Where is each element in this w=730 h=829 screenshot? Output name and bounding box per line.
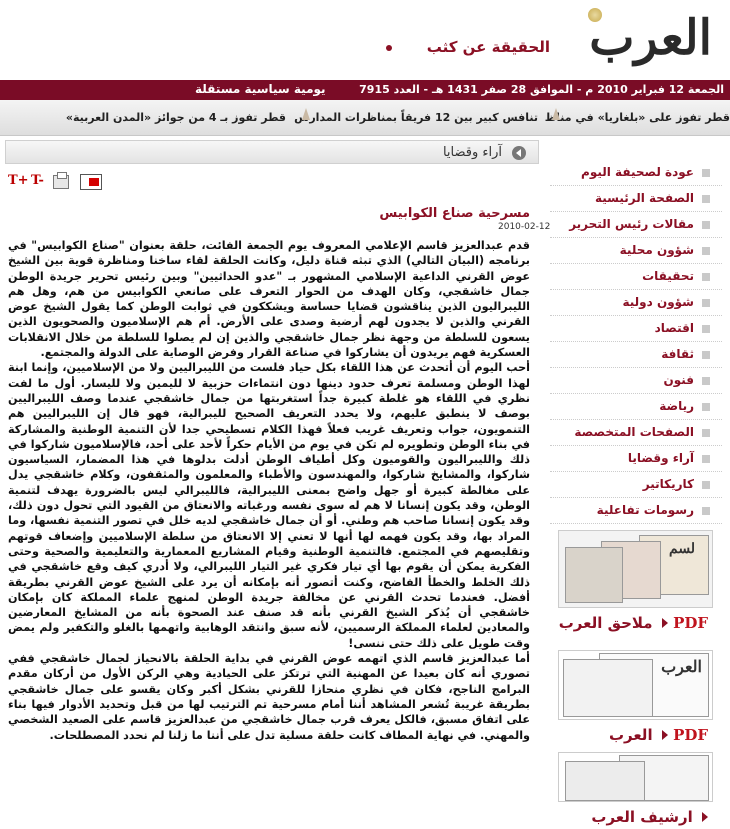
- sidebar-item-opinions[interactable]: [550, 446, 722, 472]
- ticker-marker-icon: [299, 108, 311, 124]
- sidebar-item-special-pages[interactable]: [550, 420, 722, 446]
- slogan-dot-icon: [386, 45, 392, 51]
- section-arrow-icon: [512, 146, 526, 160]
- paper-pdf-link[interactable]: [609, 726, 708, 744]
- bullet-icon: [702, 273, 710, 281]
- cover-title: لسم: [669, 541, 696, 557]
- sidebar-item-caricature[interactable]: [550, 472, 722, 498]
- paper-thumbnail[interactable]: [558, 650, 713, 720]
- promo-arrow-icon: [702, 812, 708, 822]
- archive-link[interactable]: [591, 808, 708, 826]
- supplements-label: ملاحق العرب: [558, 614, 653, 632]
- sidebar-item-label: الصفحة الرئيسية: [594, 191, 694, 205]
- paper-label: العرب: [608, 726, 653, 744]
- sidebar-item-label: رسومات تفاعلية: [596, 503, 694, 517]
- sidebar-item-label: ثقافة: [661, 347, 694, 361]
- font-decrease-button[interactable]: T-: [31, 173, 44, 188]
- issue-date: الجمعة 12 فبراير 2010 م - الموافق 28 صفر 1431 هـ - العدد 7915: [359, 83, 724, 96]
- sidebar-item-arts[interactable]: [550, 368, 722, 394]
- sidebar-item-back-today[interactable]: [550, 160, 722, 186]
- send-email-icon[interactable]: [80, 174, 102, 190]
- supplements-thumbnail[interactable]: [558, 530, 713, 608]
- promo-arrow-icon: [662, 618, 668, 628]
- article-title: مسرحية صناع الكوابيس: [379, 206, 530, 221]
- site-slogan: الحقيقة عن كثب: [426, 38, 550, 56]
- cover-thumbnail: [563, 659, 653, 717]
- cover-thumbnail: [565, 547, 623, 603]
- bullet-icon: [702, 299, 710, 307]
- sidebar-item-label: شؤون دولية: [622, 295, 694, 309]
- supplements-promo[interactable]: [548, 530, 723, 640]
- ticker-marker-icon: [549, 108, 561, 124]
- sidebar-item-editor-articles[interactable]: [550, 212, 722, 238]
- site-logo[interactable]: العرب: [589, 10, 712, 66]
- article-tools: [8, 173, 108, 193]
- bullet-icon: [702, 429, 710, 437]
- bullet-icon: [702, 481, 710, 489]
- date-bar: [0, 80, 730, 100]
- sidebar-item-investigations[interactable]: [550, 264, 722, 290]
- sidebar-nav: [545, 160, 730, 524]
- sidebar-item-home[interactable]: [550, 186, 722, 212]
- sidebar-item-label: رياضة: [659, 399, 694, 413]
- font-increase-button[interactable]: T+: [8, 173, 29, 188]
- cover-masthead: العرب: [661, 657, 702, 676]
- paper-pdf-promo[interactable]: [548, 650, 723, 745]
- sidebar-item-label: آراء وقضايا: [627, 451, 694, 465]
- bullet-icon: [702, 403, 710, 411]
- bullet-icon: [702, 377, 710, 385]
- pdf-text: PDF: [673, 614, 708, 632]
- ticker-item[interactable]: قطر تفوز على «بلغاريا» في مناظ: [544, 111, 730, 124]
- cover-thumbnail: [565, 761, 645, 801]
- promo-arrow-icon: [662, 730, 668, 740]
- sidebar-item-label: كاريكاتير: [642, 477, 694, 491]
- sidebar-item-sports[interactable]: [550, 394, 722, 420]
- ticker-item[interactable]: تنافس كبير بين 12 فريقاً بمناظرات المدارس: [294, 111, 538, 124]
- section-title: آراء وقضايا: [442, 145, 502, 160]
- bullet-icon: [702, 325, 710, 333]
- article-body: [8, 238, 530, 743]
- sidebar-item-label: مقالات رئيس التحرير: [569, 217, 694, 231]
- supplements-pdf-link[interactable]: [559, 614, 708, 632]
- ticker-item[interactable]: قطر تفوز بـ 4 من جوائز «المدن العربية»: [65, 111, 286, 124]
- sidebar-item-label: تحقيقات: [642, 269, 694, 283]
- bullet-icon: [702, 507, 710, 515]
- bullet-icon: [702, 351, 710, 359]
- sidebar-item-economy[interactable]: [550, 316, 722, 342]
- bullet-icon: [702, 247, 710, 255]
- site-header: [0, 0, 730, 80]
- article-paragraph: أحب اليوم أن أتحدث عن هذا اللقاء بكل حياد فلست من الليبراليين ولا من الإسلاميين، وإنما ابنة لهذا الوطن ومسلمة تعرف حدود دينها دون انتماءات حزبية لا لليمين ولا لليسار. أول ما لفت نظري في اللقاء هو غلطة كبيرة جداً استغربتها من جمال خاشقجي عندما وصف الليبراليين بوصف لا ينطبق عليهم، ولا يحدد التعريف الصحيح لليبرالية، فهو قال إن الليبراليين هم التنمويون، جواب وتعريف غريب فعلاً فهذا الكلام تسطيحي جدا لأن التنمية الوطنية والمشاركة في بناء الوطن وتطويره لم تكن في يوم من الأيام حكراً لأحد على أحد، فالإسلاميون شاركوا في ذلك والليبراليون والقوميون وكل أطياف الوطن أدلت بدلوها في هذا المضمار، السياسيون شاركوا، والمشايخ شاركوا، والمهندسون والأطباء والمعلمون والمثقفون، وكلام خاشقجي يدل على مغالطة كبيرة أو جهل واضح بمعنى الليبرالية، فالليبرالي ليس بالضرورة يهدف لتنمية الوطن، وقد يكون إنسانا لا هم له سوى نفسه ورغباته والانعتاق من القيود التي تحول دون ذلك، وقد يكون إنسانا صاحب هم وطني. أو أن جمال خاشقجي لديه خلل في تصور التنمية نفسها، وما المراد بها، وقد يكون فهمه لها أنها لا تعني إلا الانعتاق من سلطة الإسلاميين وإضعاف قوتهم وتقليصهم في المجتمع. فالتنمية الوطنية وقيام المشاريع المعمارية والتعليمية والصحية وحتى الفكرية يمكن أن يقوم بها أي تيار فكري غير التيار الليبرالي، ولا أدري كيف وقع خاشقجي في ذلك الخلط والخطأ الفاضح، وكنت أتصور أنه بإمكانه أن يرد على الشيخ عوض القرني بطريقة أفضل. فعندما تحدث القرني عن مخالفة جريدة الوطن لمنهج علماء المملكة كان بإمكان خاشقجي أن يُذكر الشيخ القرني بأنه قد صنف عند الصحوة بأنه من المشايخ المعارضين والمعادين لعلماء المملكة الرسميين، لأنه سبق وانتقد الوهابية واتهمها بالغلو والتكفير ولم يمض وقت طويل على ذلك حتى ننسى!: [8, 361, 530, 650]
- paper-tagline: يومية سياسية مستقلة: [195, 82, 326, 96]
- sidebar-item-interactive[interactable]: [550, 498, 722, 524]
- archive-promo[interactable]: [548, 752, 723, 829]
- print-icon[interactable]: [53, 175, 69, 189]
- bullet-icon: [702, 455, 710, 463]
- news-ticker: [0, 100, 730, 136]
- article-paragraph: أما عبدالعزيز قاسم الذي اتهمه عوض القرني في بداية الحلقة بالانحياز لجمال خاشقجي ففي تصوري أنه كان بعيدا عن المهنية التي ترتكز على الحيادية وهي الركن الأول من أركان مقدم البرامج الناجح، فكان في نظري منحازا للقرني بشكل أكبر وكان يقسو على جمال خاشقجي بطريقة غريبة تُشعر المشاهد أننا أمام مسرحية تم الترتيب لها من قبل وتحديد الأدوار فيها بناء على اتفاق مسبق، فالكل يعرف قرب جمال خاشقجي من عبدالعزيز قاسم على الصعيد الشخصي والمهني. في نهاية المطاف كانت حلقة مسلية تدل على أننا ما زلنا لم نحدد المصطلحات.: [8, 652, 530, 742]
- bullet-icon: [702, 169, 710, 177]
- bullet-icon: [702, 221, 710, 229]
- archive-thumbnail[interactable]: [558, 752, 713, 802]
- sidebar-item-label: شؤون محلية: [619, 243, 694, 257]
- archive-label: ارشيف العرب: [591, 808, 693, 826]
- article-date: 2010-02-12: [498, 222, 551, 232]
- sidebar-item-label: فنون: [663, 373, 694, 387]
- sidebar-item-local[interactable]: [550, 238, 722, 264]
- pdf-text: PDF: [673, 726, 708, 744]
- sidebar-item-international[interactable]: [550, 290, 722, 316]
- sidebar-item-culture[interactable]: [550, 342, 722, 368]
- bullet-icon: [702, 195, 710, 203]
- section-header: [5, 140, 539, 164]
- sidebar-item-label: عودة لصحيفة اليوم: [581, 165, 694, 179]
- article-paragraph: قدم عبدالعزيز قاسم الإعلامي المعروف يوم الجمعة الفائت، حلقة بعنوان "صناع الكوابيس" في برنامجه (البيان التالي) الذي تبثه قناة دليل، وكانت الحلقة لقاء ساخنا ومناظرة قوية بين الشيخ عوض القرني الداعية الإسلامي المشهور بـ "عدو الحداثيين" وبين رئيس تحرير جريدة الوطن جمال خاشقجي، وكان الهدف من الحوار التعرف على صانعي الكوابيس من هم، وهل هم الليبراليون الذين يناقشون قضايا حساسة ويشككون في ثوابت الوطن كما يقول الشيخ عوض القرني والذين لا يجدون لهم أرضية وصدى على الأرض. أم هم الإسلاميون والصحويون الذين يسعون للسلطة من وجهة نظر جمال خاشقجي والذين إن لم يصلوا للسلطة من خلال الانقلابات العسكرية فهم يريدون أن يشاركوا في صناعة القرار وفرض الوصاية على الدولة والمجتمع.: [8, 239, 530, 360]
- sidebar-item-label: اقتصاد: [654, 321, 694, 335]
- sidebar-item-label: الصفحات المتخصصة: [574, 425, 694, 439]
